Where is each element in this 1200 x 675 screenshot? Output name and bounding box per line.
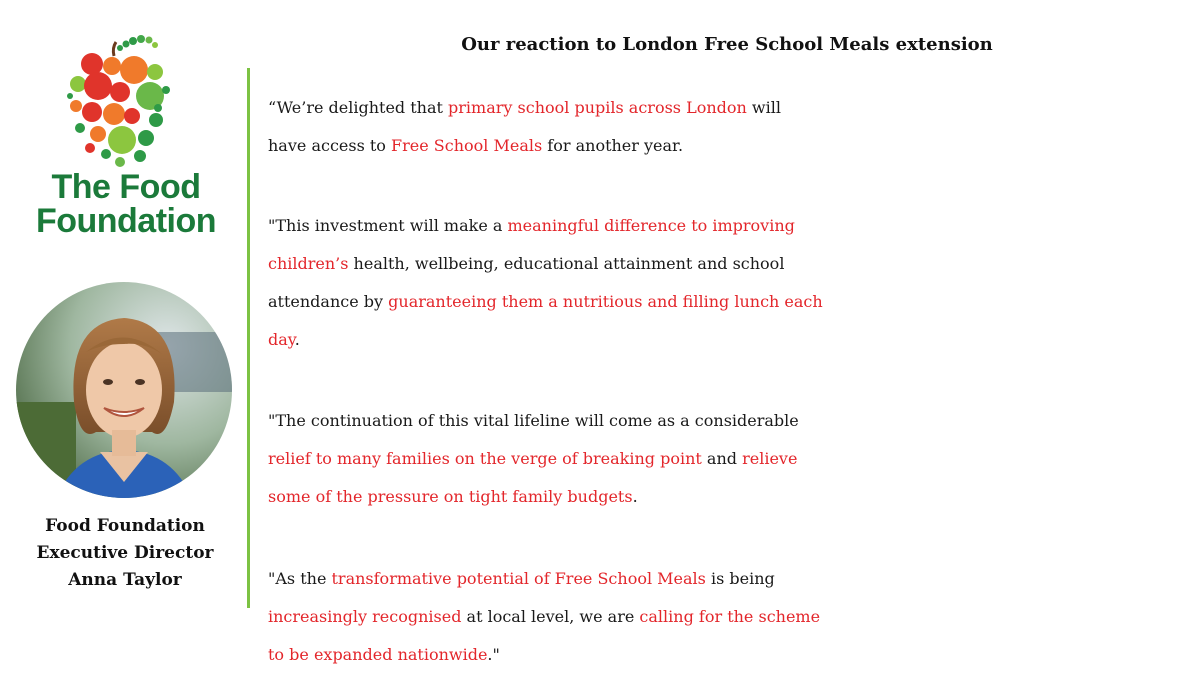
- page-title: Our reaction to London Free School Meals extension: [461, 34, 993, 55]
- food-foundation-logo: [62, 34, 172, 170]
- vertical-divider: [247, 68, 250, 608]
- caption-org: Food Foundation: [45, 516, 205, 536]
- caption-person-name: Anna Taylor: [68, 570, 182, 590]
- caption-title: Executive Director: [36, 543, 214, 563]
- portrait-photo: [16, 282, 232, 498]
- quote-paragraph-4: "As the transformative potential of Free School Meals is being increasingly recognised at local level, we are calling for the scheme to be expanded nationwide.": [268, 569, 821, 664]
- quote-paragraph-3: "The continuation of this vital lifeline will come as a considerable relief to many families on the verge of breaking point and relieve some of the pressure on tight family budgets.: [268, 411, 799, 506]
- logo-title-line1: The Food: [51, 168, 201, 206]
- quote-paragraph-2: "This investment will make a meaningful difference to improving children’s health, wellbeing, educational attainment and school attendance by guaranteeing them a nutritious and filling lunch each day.: [268, 216, 823, 349]
- logo-title-line2: Foundation: [35, 202, 217, 240]
- quote-paragraph-1: “We’re delighted that primary school pupils across London will have access to Free School Meals for another year.: [268, 98, 781, 155]
